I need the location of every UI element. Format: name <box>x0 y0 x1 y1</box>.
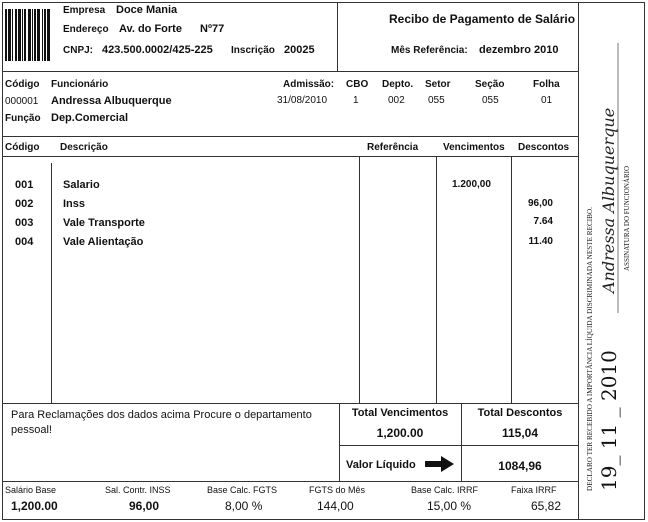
secao: 055 <box>482 95 499 106</box>
depto: 002 <box>388 95 405 106</box>
folha-label: Folha <box>533 79 560 90</box>
funcao-label: Função <box>5 113 41 124</box>
funcao: Dep.Comercial <box>51 112 129 124</box>
footer-value: 96,00 <box>129 499 160 513</box>
col-descricao: Descrição <box>60 142 108 153</box>
complaint-note: Para Reclamações dos dados acima Procure o departamento pessoal! <box>11 409 312 436</box>
total-desc-label: Total Descontos <box>477 407 563 419</box>
divider <box>3 71 578 72</box>
footer-label: Base Calc. IRRF <box>411 485 479 495</box>
footer-label: Salário Base <box>5 485 57 495</box>
total-venc-label: Total Vencimentos <box>351 407 449 419</box>
signature-panel <box>578 3 645 519</box>
address-label: Endereço <box>63 24 109 35</box>
barcode <box>5 9 52 61</box>
footer-label: Sal. Contr. INSS <box>105 485 171 495</box>
signature-label: ASSINATURA DO FUNCIONÁRIO <box>623 165 631 271</box>
footer-label: Faixa IRRF <box>511 485 557 495</box>
receipt-title: Recibo de Pagamento de Salário <box>389 12 576 26</box>
cnpj-label: CNPJ: <box>63 45 94 56</box>
inscricao-label: Inscrição <box>231 45 275 56</box>
footer-value: 15,00 % <box>427 499 472 513</box>
setor: 055 <box>428 95 445 106</box>
col-divider <box>436 156 437 403</box>
row-descontos: 11.40 <box>528 236 553 247</box>
col-descontos: Descontos <box>518 142 570 153</box>
cbo-label: CBO <box>346 79 369 90</box>
col-divider <box>511 156 512 403</box>
footer-value: 8,00 % <box>225 499 263 513</box>
cnpj: 423.500.0002/425-225 <box>102 44 213 56</box>
declaration-text: DECLARO TER RECEBIDO A IMPORTÂNCIA LÍQUIDA DISCRIMINADA NESTE RECIBO. <box>586 207 594 491</box>
footer-value: 65,82 <box>531 499 562 513</box>
divider <box>337 3 338 71</box>
company-name: Doce Mania <box>116 4 178 16</box>
net-value: 1084,96 <box>498 459 542 473</box>
divider <box>3 481 578 482</box>
divider <box>339 445 578 446</box>
row-descontos: 7.64 <box>533 216 553 227</box>
footer-label: FGTS do Mês <box>309 485 366 495</box>
address-number: Nº77 <box>200 23 225 35</box>
col-referencia: Referência <box>367 142 419 153</box>
row-descricao: Inss <box>63 198 86 210</box>
row-descricao: Salario <box>63 179 100 191</box>
employee-code: 000001 <box>5 96 39 107</box>
col-vencimentos: Vencimentos <box>443 142 505 153</box>
employee-name-label: Funcionário <box>51 79 109 90</box>
address: Av. do Forte <box>119 23 182 35</box>
salary-receipt <box>2 2 645 520</box>
total-desc: 115,04 <box>501 426 539 440</box>
row-codigo: 002 <box>15 198 34 210</box>
folha: 01 <box>541 95 553 106</box>
total-venc: 1,200.00 <box>376 426 424 440</box>
row-codigo: 004 <box>15 236 34 248</box>
handwritten-date: 19_ 11 _ 2010 <box>597 350 621 491</box>
footer-label: Base Calc. FGTS <box>207 485 278 495</box>
row-codigo: 001 <box>15 179 34 191</box>
setor-label: Setor <box>425 79 451 90</box>
employee-code-label: Código <box>5 79 40 90</box>
row-descricao: Vale Alientação <box>63 236 144 248</box>
col-divider <box>51 163 52 403</box>
row-codigo: 003 <box>15 217 34 229</box>
col-divider <box>359 156 360 403</box>
company-name-label: Empresa <box>63 5 106 16</box>
divider <box>3 136 578 137</box>
inscricao: 20025 <box>284 44 315 56</box>
secao-label: Seção <box>475 79 505 90</box>
admissao-label: Admissão: <box>283 79 335 90</box>
ref-month-label: Mês Referência: <box>391 45 468 56</box>
arrow-right-icon <box>425 456 455 477</box>
divider <box>3 156 578 157</box>
depto-label: Depto. <box>382 79 414 90</box>
col-codigo: Código <box>5 142 40 153</box>
admissao: 31/08/2010 <box>277 95 328 106</box>
divider <box>3 403 578 404</box>
row-vencimentos: 1.200,00 <box>452 179 491 190</box>
employee-name: Andressa Albuquerque <box>51 95 172 107</box>
net-value-label: Valor Líquido <box>346 459 416 471</box>
ref-month: dezembro 2010 <box>479 44 559 56</box>
footer-value: 1,200.00 <box>11 499 58 513</box>
footer-value: 144,00 <box>317 499 354 513</box>
cbo: 1 <box>353 95 359 106</box>
handwritten-signature: Andressa Albuquerque <box>599 107 618 293</box>
row-descricao: Vale Transporte <box>63 217 145 229</box>
row-descontos: 96,00 <box>527 198 553 209</box>
